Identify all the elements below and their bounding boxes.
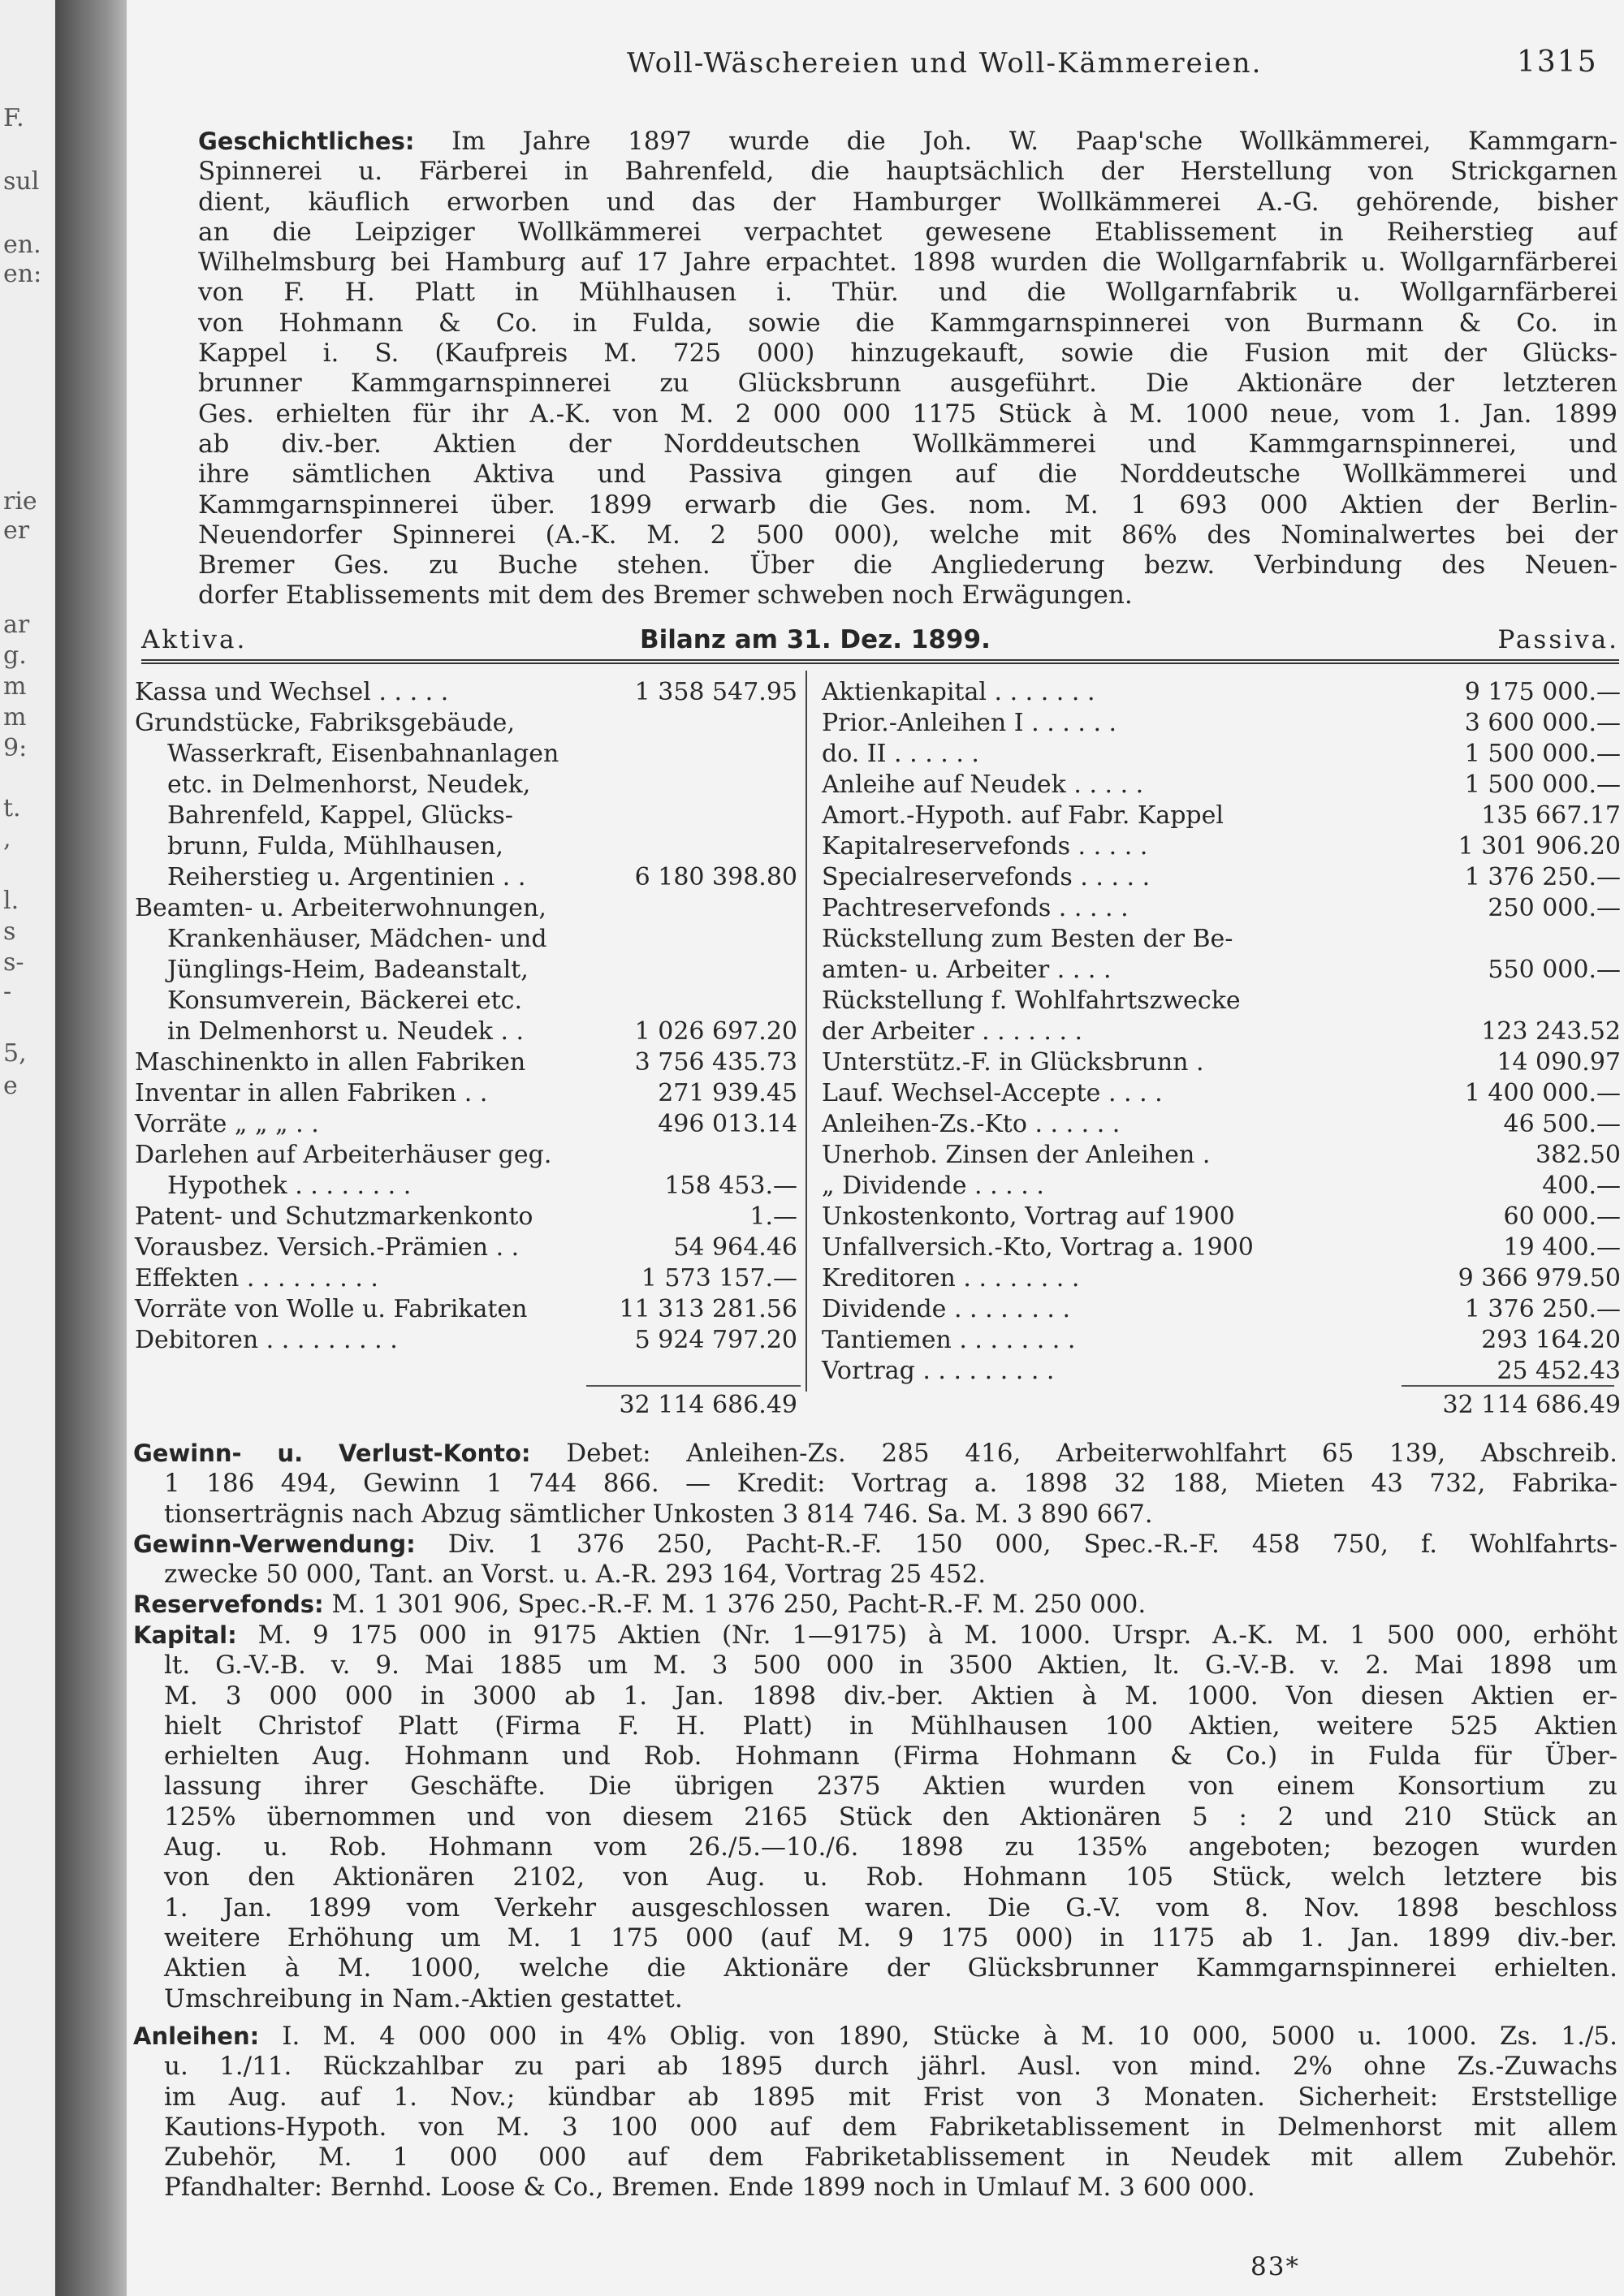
aktiva-entry-value: 1 358 547.95 [634,678,797,706]
text-line: von den Aktionären 2102, von Aug. u. Rob. Hohmann 105 Stück, welch letztere bis [164,1862,1618,1892]
passiva-entry-label: Specialreservefonds . . . . . [822,863,1151,891]
text-line: Kammgarnspinnerei über. 1899 erwarb die Ges. nom. M. 1 693 000 Aktien der Berlin- [198,490,1618,520]
section-reservefonds [133,1590,1618,1620]
section-label: Kapital: [133,1621,237,1649]
passiva-entry-label: do. II . . . . . . [822,740,979,768]
text-line: weitere Erhöhung um M. 1 175 000 (auf M. 9 175 000) in 1175 ab 1. Jan. 1899 div.-ber. [164,1923,1618,1953]
page-number: 1315 [1517,45,1598,79]
fragment-text: l. [3,887,19,915]
passiva-entry-value: 1 400 000.— [1464,1079,1621,1107]
text-line: 125% übernommen und von diesem 2165 Stück den Aktionären 5 : 2 und 210 Stück an [164,1802,1618,1832]
text-line: Spinnerei u. Färberei in Bahrenfeld, die hauptsächlich der Herstellung von Strickgarnen [198,157,1618,187]
aktiva-entry-value: 54 964.46 [673,1233,797,1262]
text-line: im Aug. auf 1. Nov.; kündbar ab 1895 mit Frist von 3 Monaten. Sicherheit: Erststellige [164,2082,1618,2112]
passiva-entry-label: Anleihe auf Neudek . . . . . [822,770,1144,799]
aktiva-entry-label: Maschinenkto in allen Fabriken [135,1048,526,1077]
passiva-entry-value: 382.50 [1535,1141,1621,1169]
aktiva-entry-value: 1 573 157.— [641,1264,797,1293]
text-line: Anleihen: I. M. 4 000 000 in 4% Oblig. von 1890, Stücke à M. 10 000, 5000 u. 1000. Zs. 1./5. [133,2022,1618,2051]
fragment-text: s [3,917,16,946]
passiva-entry-label: Unkostenkonto, Vortrag auf 1900 [822,1202,1235,1231]
aktiva-entry-value: 11 313 281.56 [619,1295,797,1323]
text-line: Aktien à M. 1000, welche die Aktionäre der Glücksbrunner Kammgarnspinnerei erhielten. [164,1953,1618,1983]
text-line: Zubehör, M. 1 000 000 auf dem Fabriketablissement in Neudek mit allem Zubehör. [164,2143,1618,2173]
aktiva-entry-label: Patent- und Schutzmarkenkonto [135,1202,533,1231]
text-line: Bremer Ges. zu Buche stehen. Über die Angliederung bezw. Verbindung des Neuen- [198,550,1618,580]
text-line: von Hohmann & Co. in Fulda, sowie die Kammgarnspinnerei von Burmann & Co. in [198,308,1618,338]
aktiva-entry-label: Vorräte „ „ „ . . [135,1110,319,1138]
passiva-entry-value: 1 500 000.— [1464,740,1621,768]
aktiva-entry-value: 3 756 435.73 [634,1048,797,1077]
passiva-entry-value: 14 090.97 [1497,1048,1621,1077]
fragment-text: g. [3,641,27,670]
fragment-text: - [3,978,12,1006]
aktiva-total: 32 114 686.49 [619,1391,797,1419]
aktiva-entry-label: Beamten- u. Arbeiterwohnungen, [135,894,546,922]
passiva-entry-label: Vortrag . . . . . . . . . [822,1357,1055,1385]
text-line: M. 3 000 000 in 3000 ab 1. Jan. 1898 div.-ber. Aktien à M. 1000. Von diesen Aktien er- [164,1681,1618,1711]
aktiva-entry-label: Hypothek . . . . . . . . [167,1172,412,1200]
aktiva-entry-label: Darlehen auf Arbeiterhäuser geg. [135,1141,552,1169]
fragment-text: 5, [3,1039,27,1068]
text-line: zwecke 50 000, Tant. an Vorst. u. A.-R. 293 164, Vortrag 25 452. [164,1560,987,1590]
fragment-text: m [3,703,27,732]
aktiva-entry-label: Konsumverein, Bäckerei etc. [167,986,522,1015]
text-line: an die Leipziger Wollkämmerei verpachtet gewesene Etablissement in Reiherstieg auf [198,217,1618,247]
aktiva-entry-label: Reiherstieg u. Argentinien . . [167,863,526,891]
text-line: Aug. u. Rob. Hohmann vom 26./5.—10./6. 1898 zu 135% angeboten; bezogen wurden [164,1832,1618,1862]
aktiva-entry-value: 1 026 697.20 [634,1017,797,1046]
balance-double-rule [141,659,1619,664]
passiva-entry-label: Anleihen-Zs.-Kto . . . . . . [822,1110,1121,1138]
text-line: erhielten Aug. Hohmann und Rob. Hohmann (Firma Hohmann & Co.) in Fulda für Über- [164,1741,1618,1772]
fragment-text: en: [3,260,42,288]
passiva-entry-value: 19 400.— [1503,1233,1621,1262]
aktiva-entry-label: Debitoren . . . . . . . . . [135,1326,398,1354]
aktiva-entry-label: Wasserkraft, Eisenbahnanlagen [167,740,559,768]
passiva-entry-label: Rückstellung zum Besten der Be- [822,925,1233,953]
aktiva-entry-label: Grundstücke, Fabriksgebäude, [135,709,515,737]
section-label: Gewinn-Verwendung: [133,1530,416,1558]
fragment-text: en. [3,231,41,259]
passiva-entry-label: der Arbeiter . . . . . . . [822,1017,1083,1046]
text-line: 1. Jan. 1899 vom Verkehr ausgeschlossen waren. Die G.-V. vom 8. Nov. 1898 beschloss [164,1892,1618,1923]
aktiva-entry-value: 6 180 398.80 [634,863,797,891]
text-line: Geschichtliches: Im Jahre 1897 wurde die Joh. W. Paap'sche Wollkämmerei, Kammgarn- [198,127,1618,156]
text-line: brunner Kammgarnspinnerei zu Glücksbrunn ausgeführt. Die Aktionäre der letzteren [198,369,1618,399]
passiva-entry-label: Pachtreservefonds . . . . . [822,894,1129,922]
fragment-text: rie [3,487,37,516]
fragment-text: ar [3,611,30,639]
text-line: Ges. erhielten für ihr A.-K. von M. 2 000 000 1175 Stück à M. 1000 neue, vom 1. Jan. 1899 [198,399,1618,429]
passiva-entry-label: Kapitalreservefonds . . . . . [822,832,1148,861]
balance-column-divider [806,671,807,1392]
fragment-text: er [3,516,30,545]
passiva-entry-value: 1 376 250.— [1464,863,1621,891]
text-line: hielt Christof Platt (Firma F. H. Platt) in Mühlhausen 100 Aktien, weitere 525 Aktien [164,1711,1618,1741]
aktiva-entry-value: 271 939.45 [658,1079,797,1107]
passiva-entry-label: Dividende . . . . . . . . [822,1295,1071,1323]
document-page [127,0,1624,2296]
text-line: lt. G.-V.-B. v. 9. Mai 1885 um M. 3 500 000 in 3500 Aktien, lt. G.-V.-B. v. 2. Mai 1898 um [164,1651,1618,1681]
passiva-entry-label: Unerhob. Zinsen der Anleihen . [822,1141,1211,1169]
passiva-entry-label: Amort.-Hypoth. auf Fabr. Kappel [822,801,1224,830]
fragment-text: s- [3,948,24,977]
text-line: Kappel i. S. (Kaufpreis M. 725 000) hinzugekauft, sowie die Fusion mit der Glücks- [198,339,1618,369]
passiva-entry-label: Kreditoren . . . . . . . . [822,1264,1080,1293]
passiva-entry-label: amten- u. Arbeiter . . . . [822,956,1112,984]
passiva-entry-label: Lauf. Wechsel-Accepte . . . . [822,1079,1163,1107]
text-line: dorfer Etablissements mit dem des Bremer schweben noch Erwägungen. [198,580,1133,611]
section-label: Geschichtliches: [198,127,415,155]
fragment-text: e [3,1072,18,1100]
running-header-title: Woll-Wäschereien und Woll-Kämmereien. [627,47,1263,80]
aktiva-entry-label: Krankenhäuser, Mädchen- und [167,925,547,953]
fragment-text: , [3,825,11,853]
section-label: Gewinn- u. Verlust-Konto: [133,1439,531,1467]
text-line: 1 186 494, Gewinn 1 744 866. — Kredit: Vortrag a. 1898 32 188, Mieten 43 732, Fabrika- [164,1469,1618,1499]
text-line: Kapital: M. 9 175 000 in 9175 Aktien (Nr. 1—9175) à M. 1000. Urspr. A.-K. M. 1 500 000, erhöht [133,1621,1618,1650]
passiva-entry-value: 9 175 000.— [1464,678,1621,706]
text-line: Pfandhalter: Bernhd. Loose & Co., Bremen. Ende 1899 noch in Umlauf M. 3 600 000. [164,2173,1255,2203]
section-label: Anleihen: [133,2022,260,2050]
aktiva-entry-value: 158 453.— [664,1172,797,1200]
book-gutter [55,0,127,2296]
passiva-entry-label: Unfallversich.-Kto, Vortrag a. 1900 [822,1233,1254,1262]
fragment-text: sul [3,167,40,196]
fragment-text: t. [3,794,21,822]
passiva-entry-value: 3 600 000.— [1464,709,1621,737]
passiva-entry-label: Prior.-Anleihen I . . . . . . [822,709,1117,737]
section-label: Reservefonds: [133,1590,324,1618]
text-line: Gewinn- u. Verlust-Konto: Debet: Anleihen-Zs. 285 416, Arbeiterwohlfahrt 65 139, Abschreib. [133,1439,1618,1468]
passiva-entry-value: 1 301 906.20 [1458,832,1621,861]
section-kapital [133,1621,1618,2014]
text-line: von F. H. Platt in Mühlhausen i. Thür. und die Wollgarnfabrik u. Wollgarnfärberei [198,278,1618,308]
passiva-entry-value: 1 376 250.— [1464,1295,1621,1323]
aktiva-entry-value: 1.— [749,1202,797,1231]
text-line: Kautions-Hypoth. von M. 3 100 000 auf dem Fabriketablissement in Delmenhorst mit allem [164,2112,1618,2142]
aktiva-entry-value: 5 924 797.20 [634,1326,797,1354]
passiva-total: 32 114 686.49 [1442,1391,1621,1419]
passiva-entry-label: Aktienkapital . . . . . . . [822,678,1095,706]
fragment-text: m [3,672,27,701]
passiva-entry-value: 25 452.43 [1497,1357,1621,1385]
aktiva-entry-label: Kassa und Wechsel . . . . . [135,678,449,706]
passiva-label: Passiva. [1497,625,1619,654]
text-line: Neuendorfer Spinnerei (A.-K. M. 2 500 000), welche mit 86% des Nominalwertes bei der [198,520,1618,550]
passiva-entry-value: 135 667.17 [1481,801,1621,830]
passiva-entry-value: 250 000.— [1488,894,1621,922]
aktiva-label: Aktiva. [141,625,248,654]
text-line: Umschreibung in Nam.-Aktien gestattet. [164,1983,683,2013]
aktiva-entry-label: Effekten . . . . . . . . . [135,1264,378,1293]
signature-mark: 83* [1250,2252,1300,2281]
text-line: ihre sämtlichen Aktiva und Passiva gingen auf die Norddeutsche Wollkämmerei und [198,460,1618,490]
aktiva-entry-label: Vorräte von Wolle u. Fabrikaten [135,1295,528,1323]
balance-header [141,625,1619,658]
text-line: Reservefonds: M. 1 301 906, Spec.-R.-F. M. 1 376 250, Pacht-R.-F. M. 250 000. [133,1590,1147,1619]
text-line: Wilhelmsburg bei Hamburg auf 17 Jahre erpachtet. 1898 wurden die Wollgarnfabrik u. Wollgarnfärberei [198,248,1618,278]
section-gewinn-verwendung [133,1530,1618,1590]
section-anleihen [133,2022,1618,2203]
passiva-entry-value: 400.— [1542,1172,1621,1200]
passiva-entry-value: 9 366 979.50 [1458,1264,1621,1293]
passiva-entry-label: Unterstütz.-F. in Glücksbrunn . [822,1048,1204,1077]
text-line: dient, käuflich erworben und das der Hamburger Wollkämmerei A.-G. gehörende, bisher [198,187,1618,217]
fragment-text: F. [3,104,24,132]
aktiva-entry-label: brunn, Fulda, Mühlhausen, [167,832,503,861]
text-line: tionserträgnis nach Abzug sämtlicher Unkosten 3 814 746. Sa. M. 3 890 667. [164,1499,1153,1529]
aktiva-entry-label: Vorausbez. Versich.-Prämien . . [135,1233,520,1262]
aktiva-sum-rule [586,1385,801,1387]
aktiva-entry-label: etc. in Delmenhorst, Neudek, [167,770,531,799]
section-geschichtliches [198,127,1618,611]
passiva-entry-value: 293 164.20 [1481,1326,1621,1354]
passiva-entry-value: 46 500.— [1503,1110,1621,1138]
aktiva-entry-label: Inventar in allen Fabriken . . [135,1079,488,1107]
section-gewinn-verlust [133,1439,1618,1530]
passiva-entry-value: 550 000.— [1488,956,1621,984]
aktiva-entry-label: Bahrenfeld, Kappel, Glücks- [167,801,513,830]
passiva-entry-label: Tantiemen . . . . . . . . [822,1326,1076,1354]
aktiva-entry-label: Jünglings-Heim, Badeanstalt, [167,956,529,984]
text-line: ab div.-ber. Aktien der Norddeutschen Wollkämmerei und Kammgarnspinnerei, und [198,429,1618,459]
passiva-entry-value: 123 243.52 [1481,1017,1621,1046]
passiva-entry-label: Rückstellung f. Wohlfahrtszwecke [822,986,1241,1015]
passiva-entry-value: 1 500 000.— [1464,770,1621,799]
aktiva-entry-value: 496 013.14 [658,1110,797,1138]
text-line: Gewinn-Verwendung: Div. 1 376 250, Pacht-R.-F. 150 000, Spec.-R.-F. 458 750, f. Wohlfahrts- [133,1530,1618,1559]
passiva-entry-value: 60 000.— [1503,1202,1621,1231]
aktiva-entry-label: in Delmenhorst u. Neudek . . [167,1017,525,1046]
text-line: u. 1./11. Rückzahlbar zu pari ab 1895 durch jährl. Ausl. von mind. 2% ohne Zs.-Zuwachs [164,2052,1618,2082]
passiva-entry-label: „ Dividende . . . . . [822,1172,1044,1200]
text-line: lassung ihrer Geschäfte. Die übrigen 2375 Aktien wurden von einem Konsortium zu [164,1772,1618,1802]
balance-title: Bilanz am 31. Dez. 1899. [640,625,991,654]
previous-page-fragment [0,0,55,2296]
fragment-text: 9: [3,734,28,762]
